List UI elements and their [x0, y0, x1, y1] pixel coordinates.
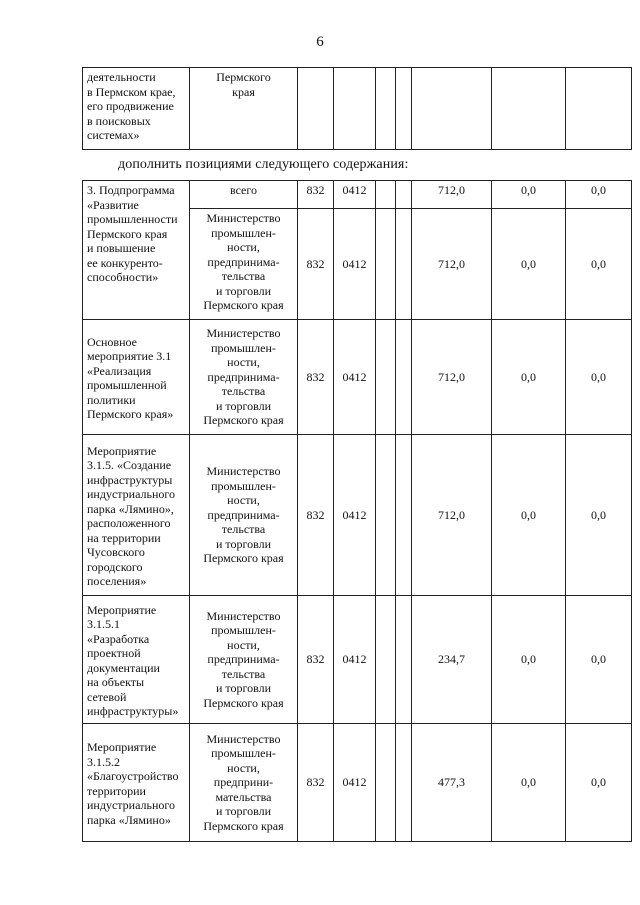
value-cell: 0,0 — [492, 209, 566, 320]
value-cell: 712,0 — [412, 181, 492, 209]
executor-cell: Министерство промышлен- ности, предпринима- тельства и торговли Пермского края — [190, 435, 298, 596]
empty-cell — [298, 68, 334, 150]
empty-cell — [412, 68, 492, 150]
grbs-code-cell: 832 — [298, 435, 334, 596]
value-cell: 0,0 — [492, 724, 566, 842]
section-code-cell: 0412 — [334, 596, 376, 724]
table-row — [83, 435, 632, 596]
empty-cell — [376, 181, 396, 209]
section-code-cell: 0412 — [334, 209, 376, 320]
empty-cell — [376, 435, 396, 596]
empty-cell — [396, 596, 412, 724]
grbs-code-cell: 832 — [298, 209, 334, 320]
budget-table — [82, 180, 632, 842]
value-cell: 712,0 — [412, 435, 492, 596]
grbs-code-cell: 832 — [298, 320, 334, 435]
executor-cell: Министерство промышлен- ности, предприни- мательства и торговли Пермского края — [190, 724, 298, 842]
value-cell: 712,0 — [412, 320, 492, 435]
value-cell: 0,0 — [566, 181, 632, 209]
table-row — [83, 181, 632, 209]
section-code-cell: 0412 — [334, 181, 376, 209]
empty-cell — [396, 724, 412, 842]
empty-cell — [334, 68, 376, 150]
empty-cell — [376, 209, 396, 320]
grbs-code-cell: 832 — [298, 181, 334, 209]
table-row — [83, 320, 632, 435]
section-code-cell: 0412 — [334, 435, 376, 596]
empty-cell — [376, 68, 396, 150]
program-name-cell: Мероприятие 3.1.5.1 «Разработка проектной документации на объекты сетевой инфраструктуры» — [83, 596, 190, 724]
empty-cell — [396, 320, 412, 435]
continued-table-fragment — [82, 67, 632, 150]
grbs-code-cell: 832 — [298, 596, 334, 724]
executor-cell: всего — [190, 181, 298, 209]
value-cell: 0,0 — [566, 320, 632, 435]
empty-cell — [566, 68, 632, 150]
value-cell: 0,0 — [492, 320, 566, 435]
empty-cell — [396, 435, 412, 596]
value-cell: 234,7 — [412, 596, 492, 724]
program-name-cell: Основное мероприятие 3.1 «Реализация промышленной политики Пермского края» — [83, 320, 190, 435]
intro-text: дополнить позициями следующего содержания: — [118, 157, 409, 172]
value-cell: 0,0 — [566, 435, 632, 596]
empty-cell — [396, 209, 412, 320]
executor-cell: Министерство промышлен- ности, предпринима- тельства и торговли Пермского края — [190, 596, 298, 724]
value-cell: 0,0 — [492, 181, 566, 209]
grbs-code-cell: 832 — [298, 724, 334, 842]
section-code-cell: 0412 — [334, 724, 376, 842]
empty-cell — [396, 68, 412, 150]
value-cell: 0,0 — [566, 724, 632, 842]
executor-cell: Пермского края — [190, 68, 298, 150]
value-cell: 0,0 — [566, 596, 632, 724]
empty-cell — [376, 724, 396, 842]
empty-cell — [396, 181, 412, 209]
table-row — [83, 724, 632, 842]
empty-cell — [376, 320, 396, 435]
executor-cell: Министерство промышлен- ности, предпринима- тельства и торговли Пермского края — [190, 320, 298, 435]
empty-cell — [492, 68, 566, 150]
program-name-cell: Мероприятие 3.1.5.2 «Благоустройство территории индустриального парка «Лямино» — [83, 724, 190, 842]
value-cell: 477,3 — [412, 724, 492, 842]
page-number: 6 — [316, 34, 324, 50]
section-code-cell: 0412 — [334, 320, 376, 435]
program-name-cell: Мероприятие 3.1.5. «Создание инфраструктуры индустриального парка «Лямино», расположенного на территории Чусовского городского поселения» — [83, 435, 190, 596]
program-name-cell: 3. Подпрограмма «Развитие промышленности Пермского края и повышение ее конкуренто- способности» — [83, 181, 190, 320]
empty-cell — [376, 596, 396, 724]
table-row — [83, 596, 632, 724]
value-cell: 0,0 — [492, 435, 566, 596]
program-name-cell: деятельности в Пермском крае, его продвижение в поисковых системах» — [83, 68, 190, 150]
executor-cell: Министерство промышлен- ности, предпринима- тельства и торговли Пермского края — [190, 209, 298, 320]
value-cell: 0,0 — [566, 209, 632, 320]
value-cell: 0,0 — [492, 596, 566, 724]
value-cell: 712,0 — [412, 209, 492, 320]
